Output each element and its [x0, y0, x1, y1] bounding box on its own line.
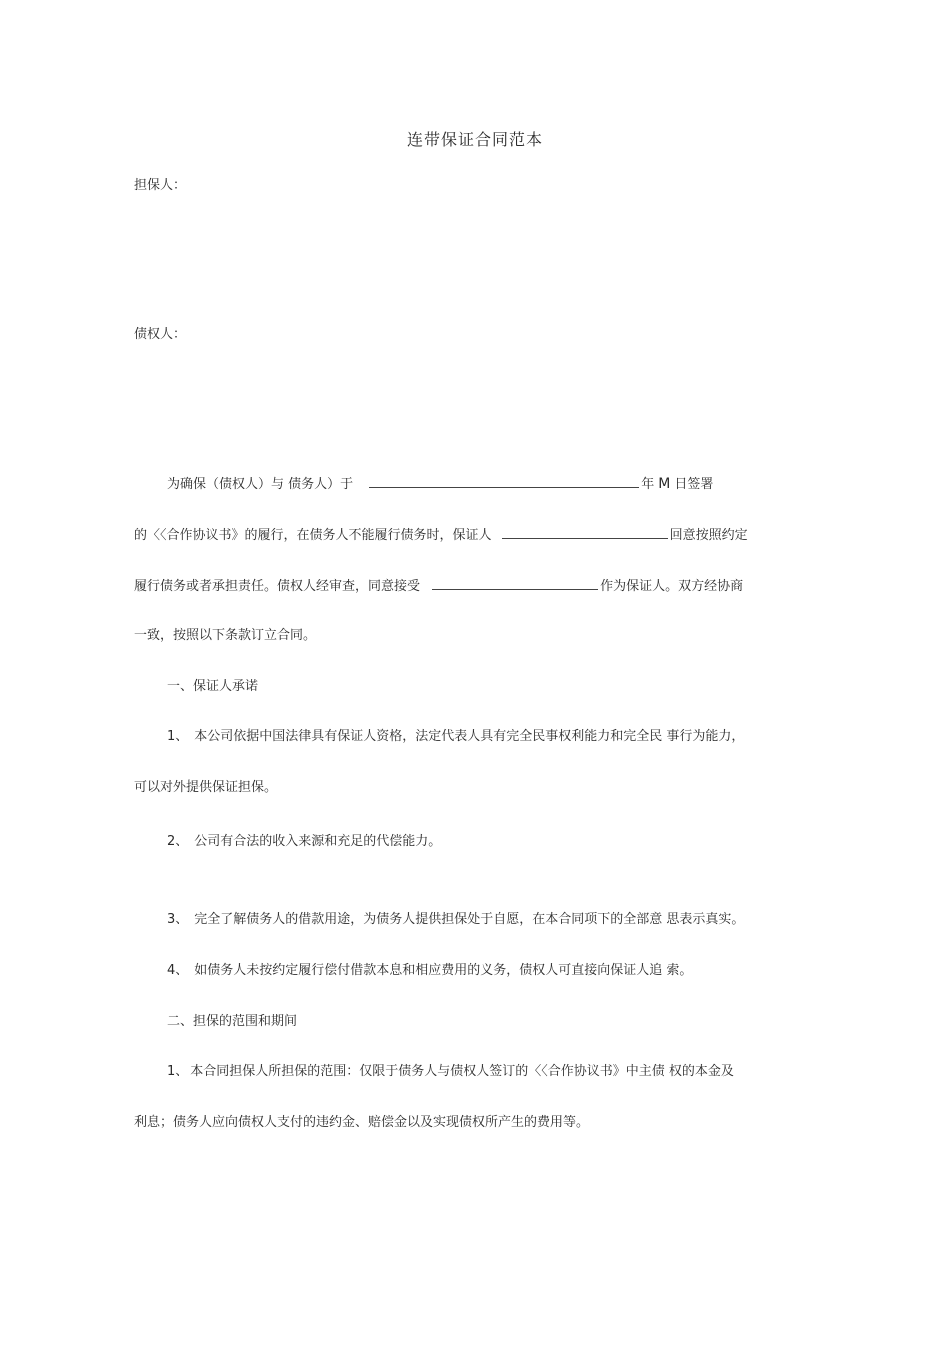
- page-title: 连带保证合同范本: [406, 130, 543, 149]
- guarantor-label: 担保人：: [134, 178, 187, 193]
- section1-item4: [167, 962, 692, 980]
- section1-item2: [167, 833, 441, 851]
- section2-item1-line1: [167, 1063, 734, 1081]
- year-label: 年: [641, 477, 655, 492]
- section1-item1-line1: [167, 728, 744, 746]
- intro-line-4: 一致，按照以下条款订立合同。: [134, 628, 317, 643]
- intro-line-1: [167, 474, 713, 494]
- item-number: 1、: [167, 729, 189, 744]
- item-number: 3、: [167, 912, 189, 927]
- section2-item1-line2: 利息；债务人应向债权人支付的违约金、赔偿金以及实现债权所产生的费用等。: [134, 1115, 590, 1130]
- intro-text: 履行债务或者承担责任。债权人经审查，同意接受: [134, 579, 421, 594]
- intro-text: 回意按照约定: [669, 528, 748, 543]
- item-number: 4、: [167, 963, 189, 978]
- day-label: 日签署: [674, 477, 714, 492]
- item-text: 本公司依据中国法律具有保证人资格，法定代表人具有完全民事权利能力和完全民 事行为能力，: [194, 729, 745, 744]
- item-number: 2、: [167, 834, 189, 849]
- month-mark: M: [658, 476, 671, 492]
- intro-line-2: [134, 525, 748, 545]
- intro-line-3: [134, 576, 743, 596]
- section1-item3: [167, 911, 744, 929]
- date-blank: [369, 474, 639, 488]
- accepted-guarantor-blank: [432, 576, 598, 590]
- item-number: 1、: [167, 1064, 189, 1079]
- section2-heading: 二、担保的范围和期间: [167, 1014, 298, 1029]
- item-text: 如债务人未按约定履行偿付借款本息和相应费用的义务，债权人可直接向保证人追 索。: [194, 963, 693, 978]
- section1-item1-line2: 可以对外提供保证担保。: [134, 780, 278, 795]
- guarantor-blank: [502, 525, 668, 539]
- creditor-label: 债权人：: [134, 327, 187, 342]
- item-text: 完全了解债务人的借款用途，为债务人提供担保处于自愿，在本合同项下的全部意 思表示真实。: [194, 912, 745, 927]
- intro-text: 的〈〈合作协议书》的履行，在债务人不能履行债务时，保证人: [134, 528, 492, 543]
- intro-text: 作为保证人。双方经协商: [600, 579, 744, 594]
- item-text: 本合同担保人所担保的范围：仅限于债务人与债权人签订的〈〈合作协议书》中主债 权的本金及: [190, 1064, 734, 1079]
- intro-text: 为确保（债权人）与 债务人）于: [167, 477, 354, 492]
- item-text: 公司有合法的收入来源和充足的代偿能力。: [194, 834, 442, 849]
- section1-heading: 一、保证人承诺: [167, 679, 259, 694]
